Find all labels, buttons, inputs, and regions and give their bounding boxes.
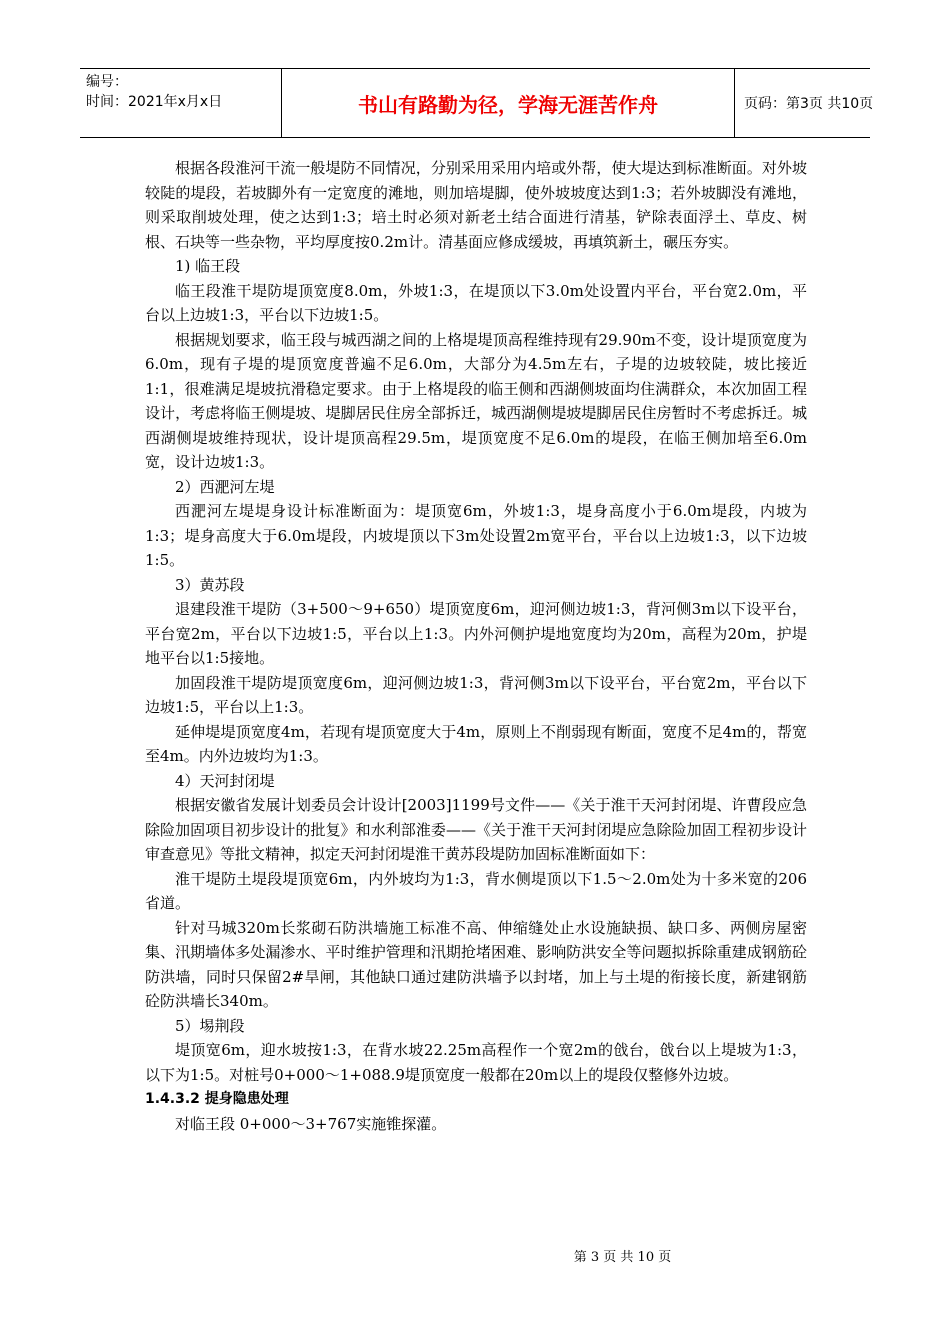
paragraph: 3）黄苏段 — [175, 575, 245, 594]
paragraph: 4）天河封闭堤 — [175, 771, 275, 790]
paragraph: 根据各段淮河干流一般堤防不同情况，分别采用采用内培或外帮，使大堤达到标准断面。对外坡较陡的堤段，若坡脚外有一定宽度的滩地，则加培堤脚，使外坡坡度达到1:3；若外坡脚没有滩地，则采取削坡处理，使之达到1:3；培土时必须对新老土结合面进行清基，铲除表面浮土、草皮、树根、石块等一些杂物，平均厚度按0.2m计。清基面应修成缓坡，再填筑新土，碾压夯实。 — [145, 159, 807, 251]
paragraph: 1) 临王段 — [175, 257, 241, 275]
header-meta — [80, 69, 282, 137]
header-motto: 书山有路勤为径，学海无涯苦作舟 — [282, 69, 735, 137]
paragraph: 针对马城320m长浆砌石防洪墙施工标准不高、伸缩缝处止水设施缺损、缺口多、两侧房屋密集、汛期墙体多处漏渗水、平时维护管理和汛期抢堵困难、影响防洪安全等问题拟拆除重建成钢筋砼防洪墙，同时只保留2#旱闸，其他缺口通过建防洪墙予以封堵，加上与土堤的衔接长度，新建钢筋砼防洪墙长340m。 — [145, 918, 807, 1010]
paragraph: 延伸堤堤顶宽度4m，若现有堤顶宽度大于4m，原则上不削弱现有断面，宽度不足4m的，帮宽至4m。内外边坡均为1:3。 — [145, 722, 807, 765]
paragraph: 淮干堤防土堤段堤顶宽6m，内外坡均为1:3，背水侧堤顶以下1.5～2.0m处为十多米宽的206省道。 — [145, 869, 807, 912]
time-label: 时间：2021年x月x日 — [86, 94, 223, 110]
paragraph: 西淝河左堤堤身设计标准断面为：堤顶宽6m，外坡1:3，堤身高度小于6.0m堤段，内坡为1:3；堤身高度大于6.0m堤段，内坡堤顶以下3m处设置2m宽平台，平台以上边坡1:3，以下边坡1:5。 — [145, 502, 807, 569]
paragraph: 根据规划要求，临王段与城西湖之间的上格堤堤顶高程维持现有29.90m不变，设计堤顶宽度为6.0m，现有子堤的堤顶宽度普遍不足6.0m，大部分为4.5m左右，子堤的边坡较陡，坡比接近1:1，很难满足堤坡抗滑稳定要求。由于上格堤段的临王侧和西湖侧坡面均住满群众，本次加固工程设计，考虑将临王侧堤坡、堤脚居民住房全部拆迁，城西湖侧堤坡堤脚居民住房暂时不考虑拆迁。城西湖侧堤坡维持现状，设计堤顶高程29.5m，堤顶宽度不足6.0m的堤段，在临王侧加培至6.0m宽，设计边坡1:3。 — [145, 330, 807, 471]
page-header — [80, 68, 874, 138]
page-footer: 第 3 页 共 10 页 — [573, 1250, 672, 1265]
paragraph: 退建段淮干堤防（3+500～9+650）堤顶宽度6m，迎河侧边坡1:3，背河侧3m以下设平台，平台宽2m，平台以下边坡1:5，平台以上1:3。内外河侧护堤地宽度均为20m，高程为20m，护堤地平台以1:5接地。 — [145, 600, 807, 667]
paragraph: 堤顶宽6m，迎水坡按1:3，在背水坡22.25m高程作一个宽2m的戗台，戗台以上堤坡为1:3，以下为1:5。对桩号0+000～1+088.9堤顶宽度一般都在20m以上的堤段仅整修外边坡。 — [145, 1041, 807, 1084]
number-label: 编号： — [86, 74, 128, 90]
paragraph: 根据安徽省发展计划委员会计设计[2003]1199号文件——《关于淮干天河封闭堤、许曹段应急除险加固项目初步设计的批复》和水利部淮委——《关于淮干天河封闭堤应急除险加固工程初步设计审查意见》等批文精神，拟定天河封闭堤淮干黄苏段堤防加固标准断面如下： — [145, 796, 807, 863]
paragraph: 临王段淮干堤防堤顶宽度8.0m，外坡1:3，在堤顶以下3.0m处设置内平台，平台宽2.0m，平台以上边坡1:3，平台以下边坡1:5。 — [145, 281, 807, 324]
document-body — [145, 156, 807, 1136]
section-heading: 1.4.3.2 提身隐患处理 — [145, 1091, 289, 1107]
paragraph: 2）西淝河左堤 — [175, 477, 275, 496]
paragraph: 加固段淮干堤防堤顶宽度6m，迎河侧边坡1:3，背河侧3m以下设平台，平台宽2m，平台以下边坡1:5，平台以上1:3。 — [145, 673, 807, 716]
paragraph: 对临王段 0+000～3+767实施锥探灌。 — [175, 1114, 447, 1133]
paragraph: 5）埸荆段 — [175, 1016, 245, 1035]
header-page-label: 页码：第3页 共10页 — [744, 96, 874, 112]
